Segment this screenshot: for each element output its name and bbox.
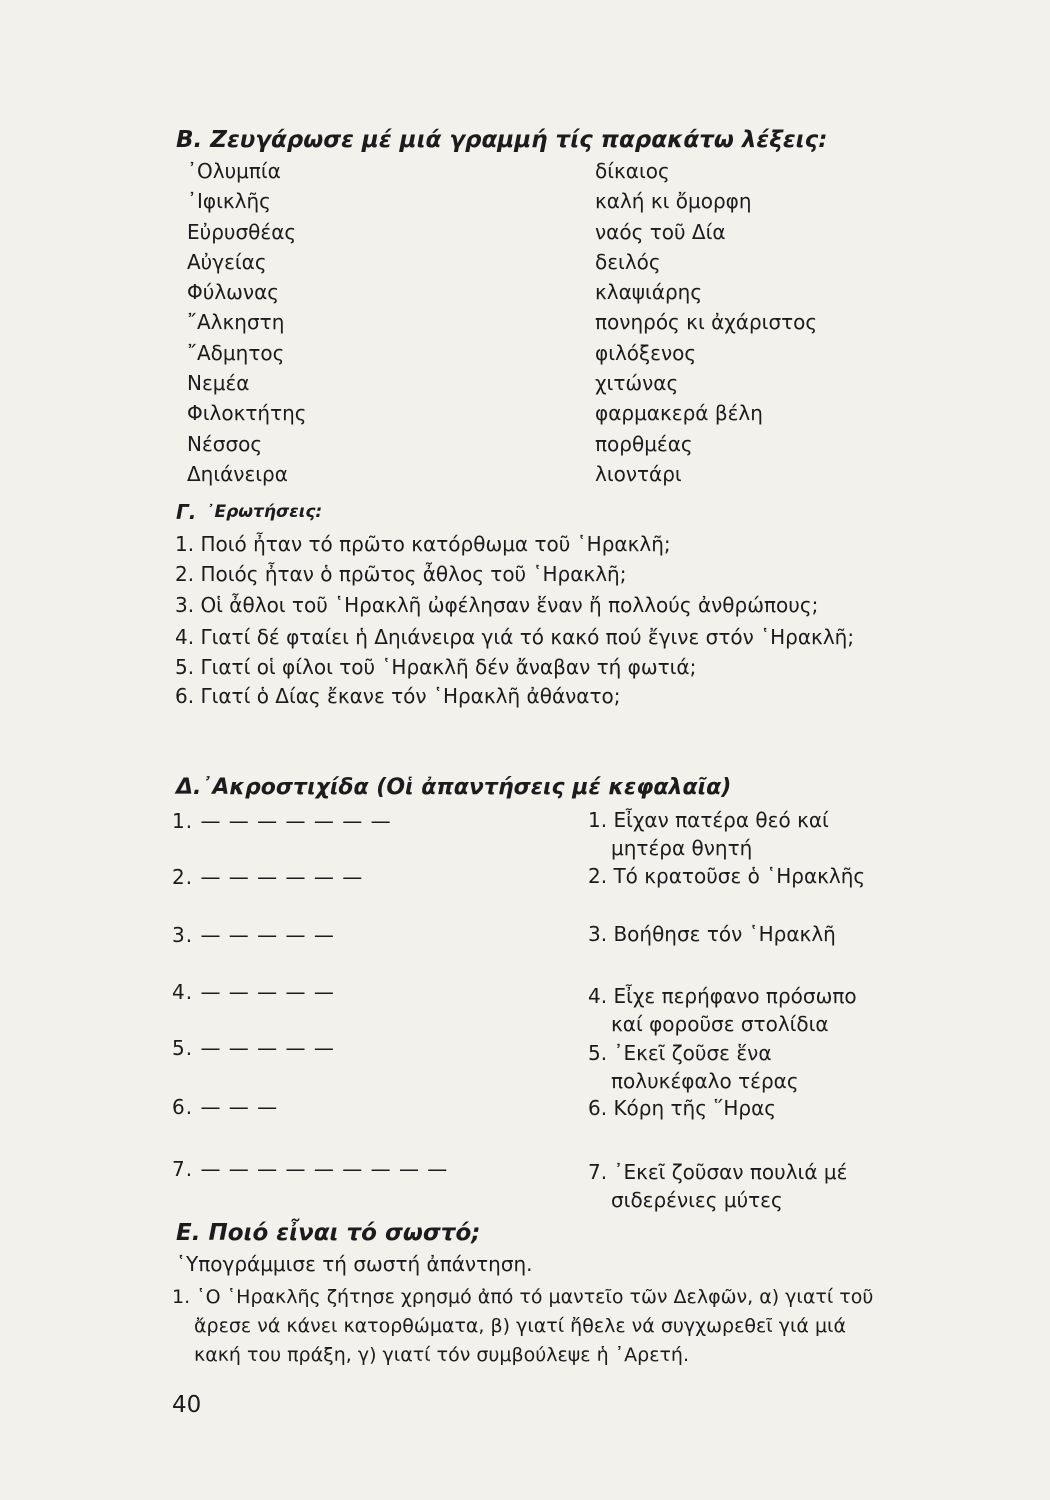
- question-6: 6. Γιατί ὁ Δίας ἔκανε τόν ῾Ηρακλῆ ἀθάνατο;: [175, 684, 621, 708]
- section-c-title: ᾽Ερωτήσεις:: [206, 502, 323, 522]
- acrostic-clue-1: [588, 806, 829, 862]
- match-right-item: πονηρός κι ἀχάριστος: [595, 310, 818, 335]
- section-b-title: Β. Ζευγάρωσε μέ μιά γραμμή τίς παρακάτω λέξεις:: [176, 127, 828, 153]
- match-left-item: Νεμέα: [187, 371, 250, 396]
- acrostic-clue-7: [588, 1158, 847, 1214]
- clue-line: 7. ᾽Εκεῖ ζοῦσαν πουλιά μέ: [588, 1160, 848, 1184]
- question-2: 2. Ποιός ἦταν ὁ πρῶτος ἆθλος τοῦ ῾Ηρακλῆ;: [175, 562, 627, 586]
- match-left-item: ᾽Ολυμπία: [187, 159, 281, 183]
- match-right-item: πορθμέας: [595, 431, 693, 456]
- match-right-item: φαρμακερά βέλη: [595, 401, 763, 426]
- match-left-item: Εὐρυσθέας: [187, 219, 297, 244]
- acrostic-blank-7: 7. — — — — — — — — —: [172, 1157, 449, 1181]
- clue-line: 6. Κόρη τῆς ῞Ηρας: [588, 1096, 776, 1120]
- match-left-item: Αὐγείας: [187, 249, 267, 274]
- clue-line: σιδερένιες μύτες: [611, 1188, 783, 1212]
- section-d-title: Δ.᾽Ακροστιχίδα (Οἱ ἀπαντήσεις μέ κεφαλαῖα): [176, 775, 732, 800]
- match-right-item: δειλός: [595, 249, 661, 274]
- acrostic-clue-2: [588, 862, 865, 890]
- acrostic-blank-1: 1. — — — — — — —: [172, 809, 392, 833]
- question-3: 3. Οἱ ἆθλοι τοῦ ῾Ηρακλῆ ὠφέλησαν ἕναν ἤ πολλούς ἀνθρώπους;: [175, 593, 819, 617]
- clue-line: 4. Εἶχε περήφανο πρόσωπο: [588, 984, 857, 1008]
- question-4: 4. Γιατί δέ φταίει ἡ Δηιάνειρα γιά τό κακό πού ἔγινε στόν ῾Ηρακλῆ;: [175, 625, 855, 649]
- clue-line: καί φοροῦσε στολίδια: [611, 1012, 829, 1036]
- acrostic-blank-3: 3. — — — — —: [172, 923, 335, 947]
- question-5: 5. Γιατί οἱ φίλοι τοῦ ῾Ηρακλῆ δέν ἄναβαν τή φωτιά;: [175, 655, 697, 679]
- question-1: 1. Ποιό ἦταν τό πρῶτο κατόρθωμα τοῦ ῾Ηρακλῆ;: [175, 532, 671, 556]
- match-left-item: ῎Αλκηστη: [187, 310, 285, 335]
- match-right-item: καλή κι ὄμορφη: [595, 189, 752, 214]
- acrostic-blank-5: 5. — — — — —: [172, 1036, 335, 1060]
- acrostic-blank-6: 6. — — —: [172, 1095, 279, 1119]
- match-left-item: Νέσσος: [187, 431, 263, 456]
- match-right-item: χιτώνας: [595, 371, 679, 396]
- acrostic-clue-3: [588, 920, 836, 948]
- acrostic-clue-6: [588, 1094, 776, 1122]
- match-left-item: ᾽Ιφικλῆς: [187, 189, 271, 214]
- section-b-right-column: [595, 156, 817, 489]
- match-right-item: δίκαιος: [595, 159, 670, 183]
- match-right-item: κλαψιάρης: [595, 280, 703, 305]
- clue-line: 3. Βοήθησε τόν ῾Ηρακλῆ: [588, 922, 836, 946]
- section-e-instruction: ῾Υπογράμμισε τή σωστή ἀπάντηση.: [176, 1252, 533, 1276]
- match-right-item: ναός τοῦ Δία: [595, 219, 726, 244]
- clue-line: πολυκέφαλο τέρας: [611, 1069, 799, 1093]
- acrostic-blank-2: 2. — — — — — —: [172, 865, 364, 889]
- page-number: 40: [172, 1392, 202, 1418]
- item-line: 1. ῾Ο ῾Ηρακλῆς ζήτησε χρησμό ἀπό τό μαντεῖο τῶν Δελφῶν, α) γιατί τοῦ: [172, 1286, 874, 1308]
- match-right-item: φιλόξενος: [595, 340, 697, 365]
- acrostic-clue-5: [588, 1039, 799, 1095]
- clue-line: 5. ᾽Εκεῖ ζοῦσε ἕνα: [588, 1041, 772, 1065]
- match-left-item: Φύλωνας: [187, 280, 279, 305]
- section-c-label: Γ.: [176, 500, 197, 524]
- item-line: κακή του πράξη, γ) γιατί τόν συμβούλεψε ἡ ᾽Αρετή.: [194, 1344, 690, 1366]
- clue-line: 2. Τό κρατοῦσε ὁ ῾Ηρακλῆς: [588, 864, 866, 888]
- acrostic-clue-4: [588, 982, 857, 1038]
- section-b-left-column: [187, 156, 307, 489]
- clue-line: 1. Εἶχαν πατέρα θεό καί: [588, 808, 829, 832]
- section-e-item-1: [172, 1283, 1002, 1370]
- match-left-item: Δηιάνειρα: [187, 461, 288, 486]
- item-line: ἄρεσε νά κάνει κατορθώματα, β) γιατί ἤθελε νά συγχωρεθεῖ γιά μιά: [194, 1315, 846, 1337]
- match-left-item: Φιλοκτήτης: [187, 401, 307, 426]
- acrostic-blank-4: 4. — — — — —: [172, 980, 335, 1004]
- clue-line: μητέρα θνητή: [611, 836, 753, 860]
- match-left-item: ῎Αδμητος: [187, 340, 285, 365]
- match-right-item: λιοντάρι: [595, 461, 682, 486]
- section-e-title: Ε. Ποιό εἶναι τό σωστό;: [176, 1220, 481, 1246]
